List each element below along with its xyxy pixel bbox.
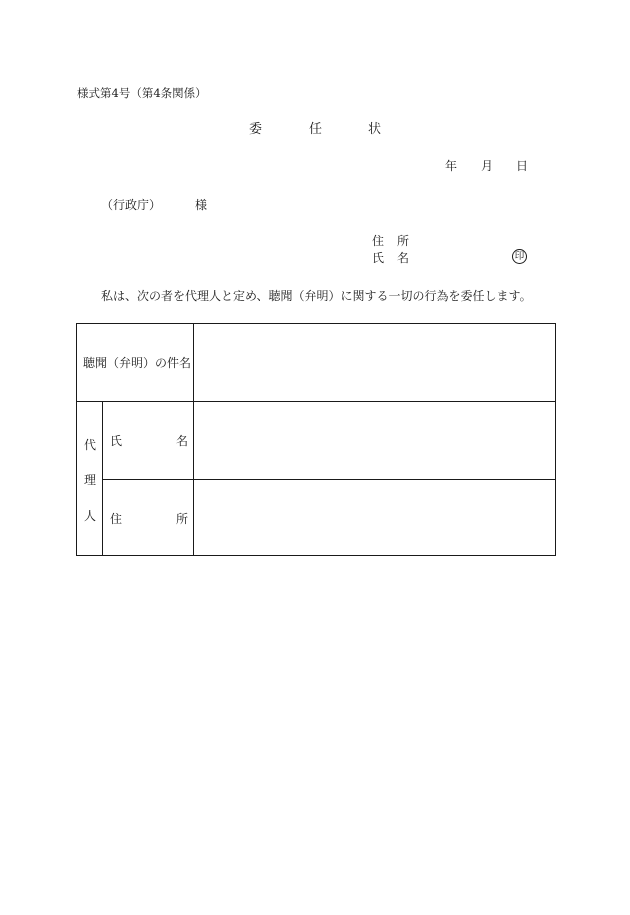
table-divider-vertical-agent [102,401,103,555]
agent-name-label-1: 氏 [110,434,123,448]
applicant-name-label-1: 氏 [372,251,385,265]
date-year-label: 年 [445,159,458,173]
date-day-label: 日 [516,159,529,173]
applicant-address-label-1: 住 [372,234,385,248]
applicant-address-label-2: 所 [397,234,410,248]
date-month-label: 月 [481,159,494,173]
applicant-name-label-2: 名 [397,251,410,265]
document-title-char-1: 委 [249,122,263,137]
document-title-char-2: 任 [309,122,323,137]
document-title-char-3: 状 [368,122,382,137]
agent-label-char-1: 代 [84,438,97,452]
table-divider-vertical [193,324,194,555]
agent-address-label-1: 住 [110,512,123,526]
agent-label-char-2: 理 [84,473,97,487]
agent-name-label-2: 名 [176,434,189,448]
agent-address-label-2: 所 [176,512,189,526]
addressee-honorific: 様 [195,198,208,212]
delegation-table [76,323,556,556]
agent-label-char-3: 人 [84,509,97,523]
case-name-label: 聴聞（弁明）の件名 [83,356,192,370]
table-divider-horizontal [77,401,555,402]
delegation-statement: 私は、次の者を代理人と定め、聴聞（弁明）に関する一切の行為を委任します。 [101,289,532,303]
table-divider-horizontal-agent [102,479,555,480]
form-number: 様式第4号（第4条関係） [77,86,207,100]
seal-icon: 印 [512,249,527,264]
addressee-office: （行政庁） [101,198,162,212]
